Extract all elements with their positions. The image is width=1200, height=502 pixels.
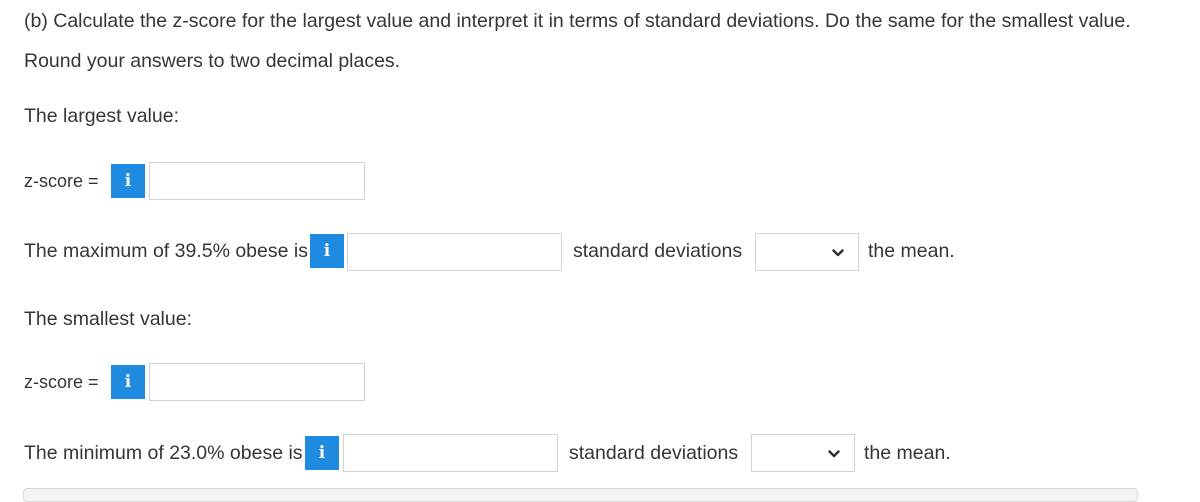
next-section-box-edge [23, 488, 1138, 502]
largest-sentence-start: The maximum of 39.5% obese is [24, 240, 308, 262]
info-icon: i [124, 171, 132, 191]
largest-value-heading: The largest value: [24, 105, 180, 127]
info-icon: i [323, 241, 331, 261]
smallest-zscore-label: z-score = [24, 372, 99, 392]
largest-direction-select[interactable] [755, 233, 859, 271]
largest-sd-input[interactable] [347, 233, 562, 271]
largest-sd-label: standard deviations [573, 240, 743, 262]
smallest-zscore-input[interactable] [149, 363, 365, 401]
smallest-sd-info-button[interactable] [305, 436, 339, 470]
largest-zscore-info-button[interactable] [111, 164, 145, 198]
smallest-sd-label: standard deviations [569, 442, 739, 464]
info-icon: i [318, 443, 326, 463]
smallest-sentence-end: the mean. [864, 442, 951, 464]
smallest-zscore-info-button[interactable] [111, 365, 145, 399]
info-icon: i [124, 372, 132, 392]
largest-sd-info-button[interactable] [310, 234, 344, 268]
smallest-value-heading: The smallest value: [24, 308, 192, 330]
smallest-sentence-start: The minimum of 23.0% obese is [24, 442, 303, 464]
largest-sentence-end: the mean. [868, 240, 955, 262]
largest-zscore-input[interactable] [149, 162, 365, 200]
instruction-line-1: (b) Calculate the z-score for the largest value and interpret it in terms of standard deviations. Do the same for the smallest value. [24, 10, 1131, 32]
instruction-line-2: Round your answers to two decimal places. [24, 50, 401, 72]
chevron-down-icon [828, 449, 840, 459]
chevron-down-icon [832, 248, 844, 258]
smallest-sd-input[interactable] [343, 434, 558, 472]
smallest-direction-select[interactable] [751, 434, 855, 472]
largest-zscore-label: z-score = [24, 171, 99, 191]
